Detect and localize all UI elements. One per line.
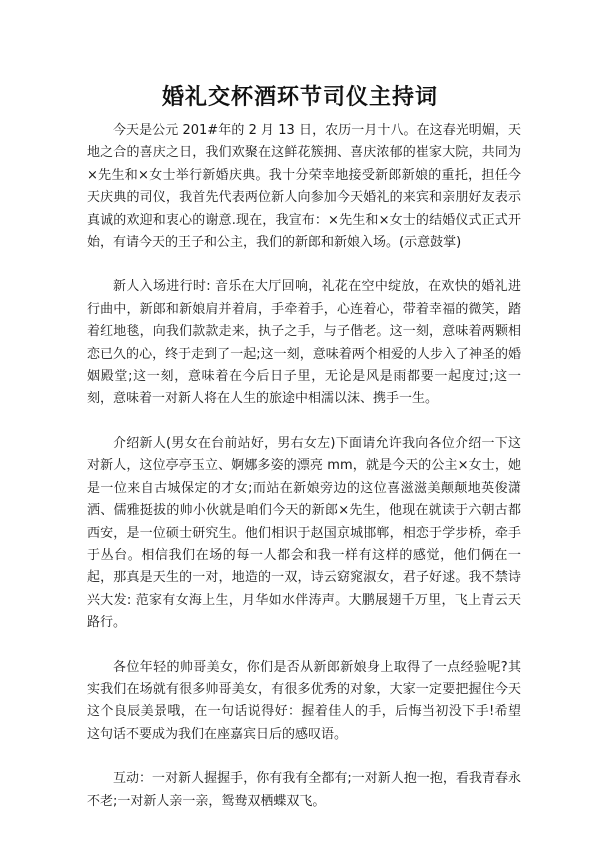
paragraph-spacer — [87, 746, 521, 768]
paragraph-spacer — [87, 411, 521, 433]
paragraph-guests: 各位年轻的帅哥美女，你们是否从新郎新娘身上取得了一点经验呢?其实我们在场就有很多帅哥美女，有很多优秀的对象，大家一定要把握住今天这个良辰美景哦，在一句话说得好：握着佳人的手，后悔当初没下手!希望这句话不要成为我们在座嘉宾日后的感叹语。 — [87, 659, 521, 742]
paragraph-spacer — [87, 254, 521, 276]
paragraph-introduction: 介绍新人(男女在台前站好，男右女左)下面请允许我向各位介绍一下这对新人，这位亭亭玉立、婀娜多姿的漂亮 mm，就是今天的公主×女士，她是一位来自古城保定的才女;而站在新娘旁边的这位喜滋滋美颠颠地英俊潇洒、儒雅挺拔的帅小伙就是咱们今天的新郎×先生，他现在就读于六朝古都西安，是一位硕士研究生。他们相识于赵国京城邯郸，相恋于学步桥，牵手于丛台。相信我们在场的每一人都会和我一样有这样的感觉，他们俩在一起，那真是天生的一对，地造的一双，诗云窈窕淑女，君子好逑。我不禁诗兴大发: 范家有女海上生，月华如水伴涛声。大鹏展翅千万里，飞上青云天路行。 — [87, 435, 521, 631]
document-title: 婚礼交杯酒环节司仪主持词 — [161, 85, 438, 110]
paragraph-spacer — [87, 635, 521, 657]
paragraph-interaction: 互动：一对新人握握手，你有我有全都有;一对新人抱一抱，看我青春永不老;一对新人亲一亲，鸳鸯双栖蝶双飞。 — [87, 771, 521, 809]
paragraph-entrance: 新人入场进行时: 音乐在大厅回响，礼花在空中绽放，在欢快的婚礼进行曲中，新郎和新娘肩并着肩，手牵着手，心连着心，带着幸福的微笑，踏着红地毯，向我们款款走来，执子之手，与子偕老。这一刻，意味着两颗相恋已久的心，终于走到了一起;这一刻，意味着两个相爱的人步入了神圣的婚姻殿堂;这一刻，意味着在今后日子里，无论是风是雨都要一起度过;这一刻，意味着一对新人将在人生的旅途中相濡以沫、携手一生。 — [87, 279, 521, 407]
paragraph-opening: 今天是公元 201#年的 2 月 13 日，农历一月十八。在这春光明媚，天地之合的喜庆之日，我们欢聚在这鲜花簇拥、喜庆浓郁的崔家大院，共同为×先生和×女士举行新婚庆典。我十分荣幸地接受新郎新娘的重托，担任今天庆典的司仪，我首先代表两位新人向参加今天婚礼的来宾和亲朋好友表示真诚的欢迎和衷心的谢意.现在，我宣布：×先生和×女士的结婚仪式正式开始，有请今天的王子和公主，我们的新郎和新娘入场。(示意鼓掌) — [87, 123, 521, 251]
document-body — [87, 120, 521, 813]
